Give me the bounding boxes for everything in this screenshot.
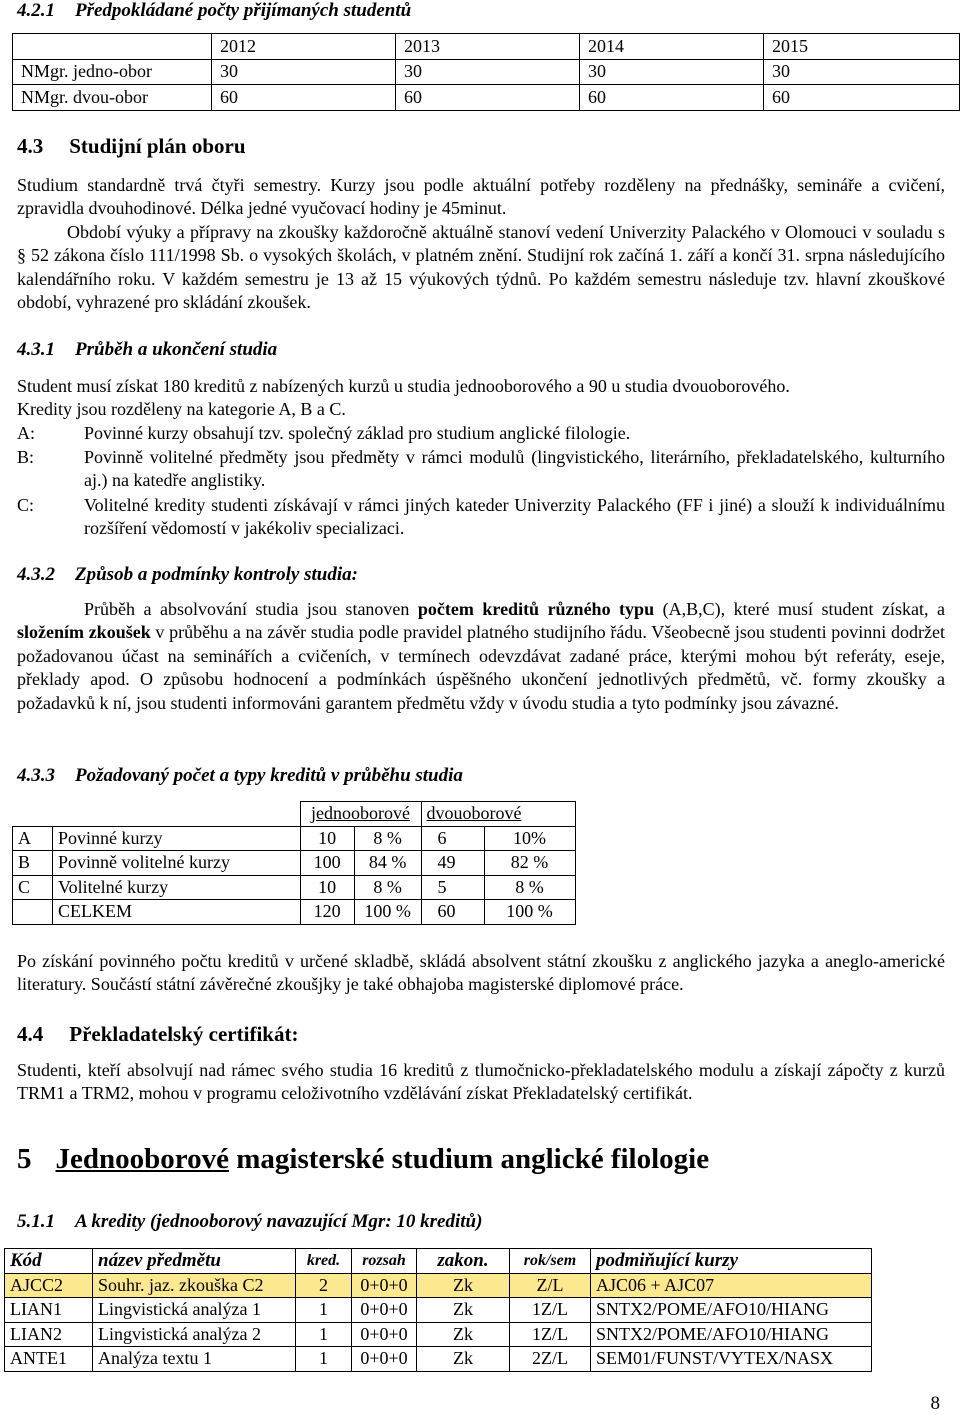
bold-run: složením zkoušek	[17, 622, 151, 643]
value-cell: 30	[396, 59, 580, 85]
row-code: B	[13, 851, 53, 876]
table-row	[13, 85, 960, 111]
column-header: dvouoborové	[421, 802, 575, 827]
course-code: AJCC2	[5, 1273, 93, 1298]
course-hours: 0+0+0	[352, 1273, 417, 1298]
paragraph-translator-certificate: Studenti, kteří absolvují nad rámec svého studia 16 kreditů z tlumočnicko-překladatelského modulu a získají zápočty z kurzů TRM1 a TRM2, mohou v programu celoživotního vzdělávání získat Překladatelský certifikát.	[17, 1060, 945, 1104]
table-header-row	[13, 34, 960, 60]
course-name: Lingvistická analýza 2	[93, 1322, 296, 1347]
list-item-text: Povinně volitelné předměty jsou předměty v rámci modulů (lingvistického, literárního, překladatelského, kulturního aj.) na katedře anglistiky.	[84, 447, 945, 491]
list-item-label: C:	[17, 495, 35, 515]
value-cell: 49	[421, 851, 484, 876]
course-hours: 0+0+0	[352, 1298, 417, 1323]
column-header: jednooborové	[300, 802, 421, 827]
course-credits: 1	[296, 1322, 352, 1347]
text-run: v průběhu a na závěr studia podle pravidel platného studijního řádu. Všeobecně jsou studenti povinni dodržet požadovanou účast na seminářích a cvičeních, v termínech odevzdávat zadané práce, kterými mohou být referáty, eseje, překlady apod. O způsobu hodnocení a podmínkách úspěšného ukončení jednotlivých předmětů, vč. formy zkoušky a požadavků k ní, jsou studenti informováni garantem předmětu vždy v úvodu studia a tyto podmínky jsou závazné.	[17, 622, 945, 713]
table-row	[5, 1347, 872, 1372]
column-header: název předmětu	[93, 1249, 296, 1274]
paragraph-credit-categories: Kredity jsou rozděleny na kategorie A, B a C.	[17, 399, 346, 419]
credit-types-table	[12, 801, 576, 925]
students-table	[12, 33, 960, 111]
course-prerequisites: SNTX2/POME/AFO10/HIANG	[591, 1298, 872, 1323]
value-cell: 8 %	[354, 826, 421, 851]
year-cell: 2015	[764, 34, 960, 60]
value-cell: 82 %	[484, 851, 575, 876]
chapter-number: 5	[17, 1143, 32, 1175]
chapter-title-rest: magisterské studium anglické filologie	[228, 1143, 710, 1175]
course-credits: 1	[296, 1347, 352, 1372]
section-number: 4.3.1	[17, 339, 55, 360]
section-title: Předpokládané počty přijímaných studentů	[75, 0, 412, 21]
table-row	[13, 59, 960, 85]
table-header-row	[13, 802, 576, 827]
page-number: 8	[930, 1393, 940, 1414]
section-number: 5.1.1	[17, 1211, 55, 1232]
section-title: Překladatelský certifikát:	[69, 1022, 299, 1046]
section-heading-4-2-1	[17, 0, 411, 22]
row-name: Povinně volitelné kurzy	[53, 851, 301, 876]
list-item	[17, 446, 945, 493]
table-header-row	[5, 1249, 872, 1274]
row-label: NMgr. dvou-obor	[13, 85, 212, 111]
course-prerequisites: AJC06 + AJC07	[591, 1273, 872, 1298]
list-item	[17, 494, 945, 541]
value-cell: 100	[300, 851, 354, 876]
section-number: 4.3.2	[17, 564, 55, 585]
year-cell: 2012	[212, 34, 396, 60]
column-header: podmiňující kurzy	[591, 1249, 872, 1274]
course-name: Lingvistická analýza 1	[93, 1298, 296, 1323]
section-title: Studijní plán oboru	[69, 134, 246, 158]
section-title: A kredity (jednooborový navazující Mgr: 10 kreditů)	[75, 1211, 483, 1232]
value-cell: 60	[764, 85, 960, 111]
course-name: Souhr. jaz. zkouška C2	[93, 1273, 296, 1298]
value-cell: 30	[580, 59, 764, 85]
value-cell: 60	[421, 900, 484, 925]
value-cell: 30	[212, 59, 396, 85]
section-title: Způsob a podmínky kontroly studia:	[75, 564, 358, 585]
table-row	[13, 851, 576, 876]
bold-run: počtem kreditů různého typu	[417, 599, 655, 619]
list-item-text: Povinné kurzy obsahují tzv. společný základ pro studium anglické filologie.	[84, 423, 631, 443]
course-hours: 0+0+0	[352, 1322, 417, 1347]
value-cell: 10	[300, 826, 354, 851]
course-completion: Zk	[417, 1347, 510, 1372]
course-completion: Zk	[417, 1273, 510, 1298]
paragraph-state-exam: Po získání povinného počtu kreditů v určené skladbě, skládá absolvent státní zkoušku z anglického jazyka a aneglo-americké literatury. Součástí státní závěrečné zkoušjky je také obhajoba magisterské diplomové práce.	[17, 951, 945, 995]
text-run: Průběh a absolvování studia jsou stanoven	[84, 599, 418, 619]
table-row	[13, 826, 576, 851]
year-cell: 2013	[396, 34, 580, 60]
row-code: A	[13, 826, 53, 851]
table-row	[13, 875, 576, 900]
value-cell: 10	[300, 875, 354, 900]
column-header: Kód	[5, 1249, 93, 1274]
course-hours: 0+0+0	[352, 1347, 417, 1372]
column-header: kred.	[296, 1249, 352, 1274]
list-item-label: B:	[17, 447, 35, 467]
course-year-semester: 1Z/L	[510, 1298, 591, 1323]
value-cell: 8 %	[354, 875, 421, 900]
chapter-title-underlined: Jednooborové	[55, 1143, 229, 1175]
course-table	[4, 1248, 872, 1372]
course-code: LIAN1	[5, 1298, 93, 1323]
section-number: 4.2.1	[17, 0, 55, 21]
section-number: 4.3.3	[17, 765, 55, 786]
course-credits: 2	[296, 1273, 352, 1298]
row-code	[13, 900, 53, 925]
value-cell: 60	[396, 85, 580, 111]
row-code: C	[13, 875, 53, 900]
section-number: 4.3	[17, 134, 44, 158]
course-completion: Zk	[417, 1298, 510, 1323]
section-heading-5-1-1	[17, 1211, 482, 1233]
value-cell: 8 %	[484, 875, 575, 900]
value-cell: 5	[421, 875, 484, 900]
column-header: zakon.	[417, 1249, 510, 1274]
row-name: Volitelné kurzy	[53, 875, 301, 900]
value-cell: 120	[300, 900, 354, 925]
section-heading-4-3-1	[17, 339, 277, 361]
value-cell: 60	[580, 85, 764, 111]
table-row-highlighted	[5, 1273, 872, 1298]
column-header: rozsah	[352, 1249, 417, 1274]
course-code: ANTE1	[5, 1347, 93, 1372]
course-credits: 1	[296, 1298, 352, 1323]
section-heading-4-3-2	[17, 564, 358, 586]
course-prerequisites: SEM01/FUNST/VYTEX/NASX	[591, 1347, 872, 1372]
section-heading-4-3-3	[17, 765, 463, 787]
course-year-semester: 1Z/L	[510, 1322, 591, 1347]
value-cell: 84 %	[354, 851, 421, 876]
row-name: Povinné kurzy	[53, 826, 301, 851]
year-cell: 2014	[580, 34, 764, 60]
chapter-heading-5	[17, 1143, 709, 1176]
course-completion: Zk	[417, 1322, 510, 1347]
table-row-total	[13, 900, 576, 925]
value-cell: 6	[421, 826, 484, 851]
paragraph-credits-total: Student musí získat 180 kreditů z nabízených kurzů u studia jednooborového a 90 u studia dvouoborového.	[17, 376, 790, 396]
value-cell: 60	[212, 85, 396, 111]
row-name: CELKEM	[53, 900, 301, 925]
list-item-label: A:	[17, 423, 35, 443]
section-title: Průběh a ukončení studia	[75, 339, 278, 360]
value-cell: 100 %	[354, 900, 421, 925]
section-number: 4.4	[17, 1022, 44, 1046]
value-cell: 10%	[484, 826, 575, 851]
text-run: (A,B,C), které musí student získat, a	[654, 599, 945, 619]
section-heading-4-4	[17, 1022, 298, 1047]
row-label: NMgr. jedno-obor	[13, 59, 212, 85]
course-year-semester: Z/L	[510, 1273, 591, 1298]
section-title: Požadovaný počet a typy kreditů v průběhu studia	[75, 765, 463, 786]
list-item-text: Volitelné kredity studenti získávají v rámci jiných kateder Univerzity Palackého (FF i jiné) a slouží k individuálnímu rozšíření vědomostí v jakékoliv specializaci.	[84, 495, 945, 539]
paragraph-study-control	[17, 598, 945, 715]
value-cell: 30	[764, 59, 960, 85]
table-row	[5, 1322, 872, 1347]
course-name: Analýza textu 1	[93, 1347, 296, 1372]
paragraph-exam-period: Období výuky a přípravy na zkoušky každoročně aktuálně stanoví vedení Univerzity Palackého v Olomouci v souladu s § 52 zákona číslo 111/1998 Sb. o vysokých školách, v platném znění. Studijní rok začíná 1. září a končí 31. srpna následujícího kalendářního roku. V každém semestru je 13 až 15 výukových týdnů. Po každém semestru následuje tzv. hlavní zkouškové období, vyhrazené pro skládání zkoušek.	[17, 222, 945, 313]
course-year-semester: 2Z/L	[510, 1347, 591, 1372]
course-code: LIAN2	[5, 1322, 93, 1347]
column-header: rok/sem	[510, 1249, 591, 1274]
list-item	[17, 422, 945, 445]
paragraph-study-duration: Studium standardně trvá čtyři semestry. Kurzy jsou podle aktuální potřeby rozděleny na přednášky, semináře a cvičení, zpravidla dvouhodinové. Délka jedné vyučovací hodiny je 45minut.	[17, 175, 945, 219]
table-row	[5, 1298, 872, 1323]
section-heading-4-3	[17, 134, 246, 159]
value-cell: 100 %	[484, 900, 575, 925]
course-prerequisites: SNTX2/POME/AFO10/HIANG	[591, 1322, 872, 1347]
